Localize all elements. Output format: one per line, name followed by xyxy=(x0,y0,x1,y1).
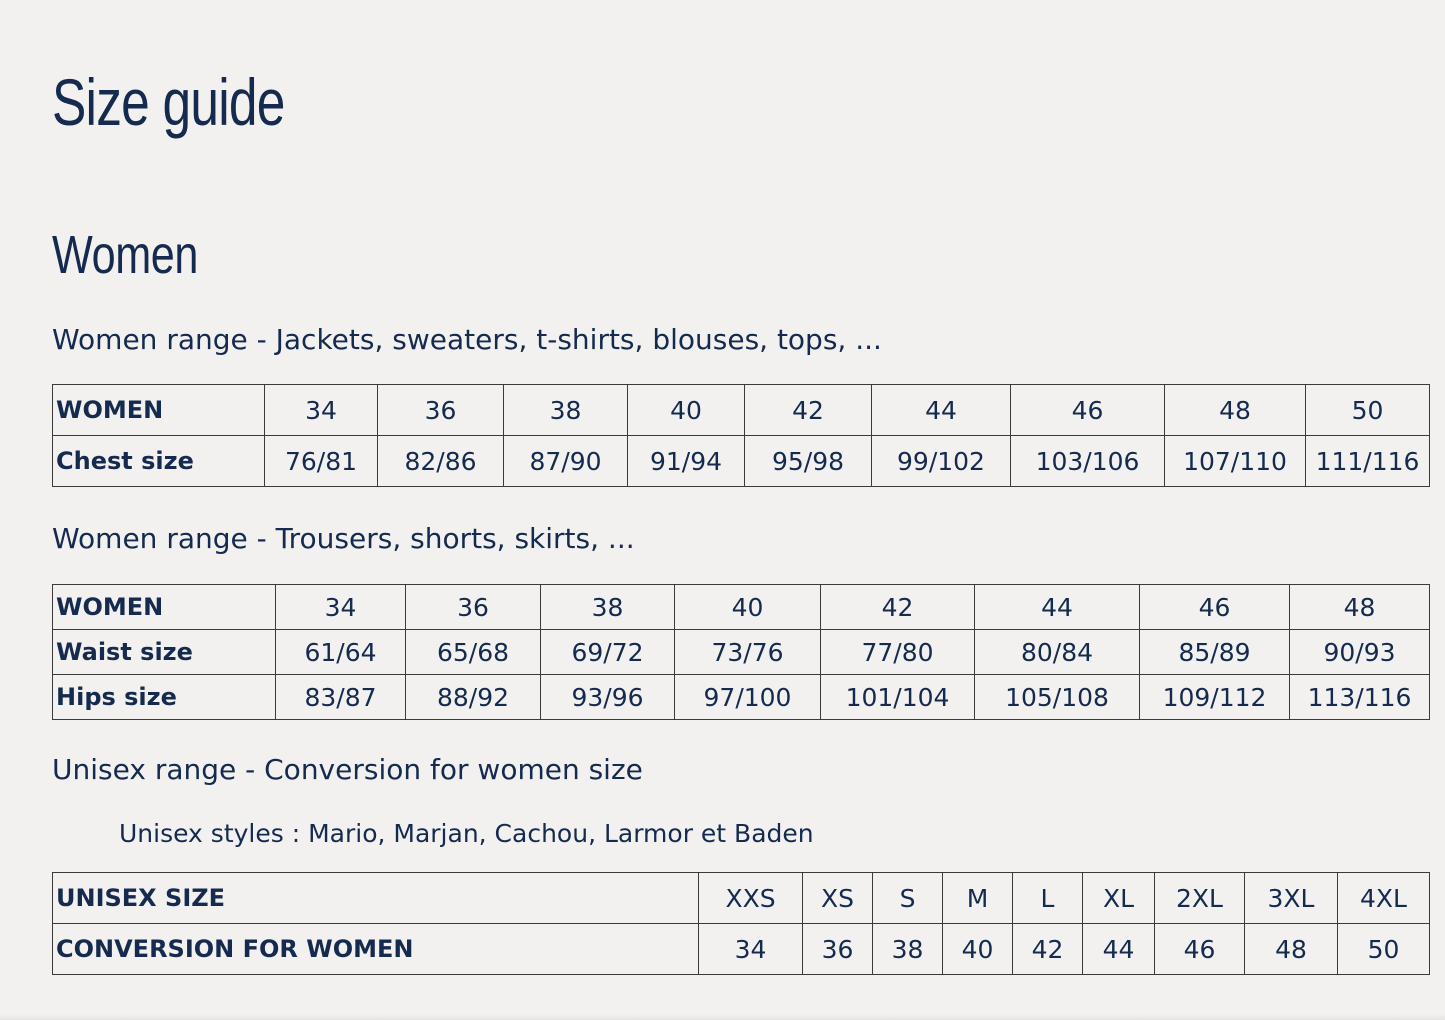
row-label: UNISEX SIZE xyxy=(53,873,699,924)
bottoms-table-heading: Women range - Trousers, shorts, skirts, ... xyxy=(52,522,635,555)
bottom-edge-shadow xyxy=(0,1014,1445,1020)
row-label: CONVERSION FOR WOMEN xyxy=(53,924,699,975)
size-cell: 34 xyxy=(265,385,378,436)
size-cell: 48 xyxy=(1165,385,1306,436)
size-cell: 34 xyxy=(699,924,803,975)
size-cell: 44 xyxy=(1083,924,1155,975)
measure-cell: 76/81 xyxy=(265,436,378,487)
measure-cell: 91/94 xyxy=(628,436,745,487)
measure-cell: 61/64 xyxy=(276,630,406,675)
size-cell: 50 xyxy=(1338,924,1430,975)
table-row xyxy=(53,873,1430,924)
size-cell: 36 xyxy=(378,385,504,436)
measure-cell: 101/104 xyxy=(821,675,975,720)
measure-cell: 105/108 xyxy=(975,675,1140,720)
row-label: WOMEN xyxy=(53,585,276,630)
size-cell: XXS xyxy=(699,873,803,924)
size-cell: 36 xyxy=(406,585,541,630)
size-cell: 46 xyxy=(1155,924,1245,975)
size-cell: 38 xyxy=(541,585,675,630)
measure-cell: 113/116 xyxy=(1290,675,1430,720)
measure-cell: 103/106 xyxy=(1011,436,1165,487)
size-cell: 34 xyxy=(276,585,406,630)
size-cell: 40 xyxy=(943,924,1013,975)
size-cell: 44 xyxy=(872,385,1011,436)
row-label: WOMEN xyxy=(53,385,265,436)
size-cell: 40 xyxy=(628,385,745,436)
table-row xyxy=(53,385,1430,436)
measure-cell: 83/87 xyxy=(276,675,406,720)
size-cell: M xyxy=(943,873,1013,924)
measure-cell: 80/84 xyxy=(975,630,1140,675)
size-cell: L xyxy=(1013,873,1083,924)
size-cell: 42 xyxy=(821,585,975,630)
size-cell: 48 xyxy=(1290,585,1430,630)
measure-cell: 77/80 xyxy=(821,630,975,675)
size-cell: S xyxy=(873,873,943,924)
tops-size-table xyxy=(52,384,1430,487)
size-cell: XL xyxy=(1083,873,1155,924)
page-title: Size guide xyxy=(52,65,285,139)
measure-cell: 95/98 xyxy=(745,436,872,487)
row-label: Chest size xyxy=(53,436,265,487)
size-cell: 42 xyxy=(1013,924,1083,975)
size-cell: 42 xyxy=(745,385,872,436)
table-row xyxy=(53,630,1430,675)
size-cell: 4XL xyxy=(1338,873,1430,924)
row-label: Waist size xyxy=(53,630,276,675)
measure-cell: 88/92 xyxy=(406,675,541,720)
measure-cell: 111/116 xyxy=(1306,436,1430,487)
size-cell: 38 xyxy=(504,385,628,436)
size-cell: 38 xyxy=(873,924,943,975)
bottoms-size-table xyxy=(52,584,1430,720)
measure-cell: 87/90 xyxy=(504,436,628,487)
table-row xyxy=(53,585,1430,630)
size-cell: 40 xyxy=(675,585,821,630)
measure-cell: 73/76 xyxy=(675,630,821,675)
unisex-conversion-table xyxy=(52,872,1430,975)
measure-cell: 109/112 xyxy=(1140,675,1290,720)
size-cell: 44 xyxy=(975,585,1140,630)
size-cell: 3XL xyxy=(1245,873,1338,924)
size-cell: 46 xyxy=(1140,585,1290,630)
measure-cell: 107/110 xyxy=(1165,436,1306,487)
measure-cell: 82/86 xyxy=(378,436,504,487)
size-cell: 46 xyxy=(1011,385,1165,436)
size-cell: 36 xyxy=(803,924,873,975)
table-row xyxy=(53,675,1430,720)
measure-cell: 90/93 xyxy=(1290,630,1430,675)
measure-cell: 69/72 xyxy=(541,630,675,675)
measure-cell: 97/100 xyxy=(675,675,821,720)
size-cell: 48 xyxy=(1245,924,1338,975)
size-cell: 50 xyxy=(1306,385,1430,436)
unisex-styles-note: Unisex styles : Mario, Marjan, Cachou, Larmor et Baden xyxy=(119,819,814,848)
section-title-women: Women xyxy=(52,225,199,285)
table-row xyxy=(53,924,1430,975)
size-cell: 2XL xyxy=(1155,873,1245,924)
measure-cell: 93/96 xyxy=(541,675,675,720)
tops-table-heading: Women range - Jackets, sweaters, t-shirts, blouses, tops, ... xyxy=(52,323,882,356)
measure-cell: 65/68 xyxy=(406,630,541,675)
row-label: Hips size xyxy=(53,675,276,720)
measure-cell: 85/89 xyxy=(1140,630,1290,675)
unisex-table-heading: Unisex range - Conversion for women size xyxy=(52,753,643,786)
table-row xyxy=(53,436,1430,487)
size-cell: XS xyxy=(803,873,873,924)
measure-cell: 99/102 xyxy=(872,436,1011,487)
